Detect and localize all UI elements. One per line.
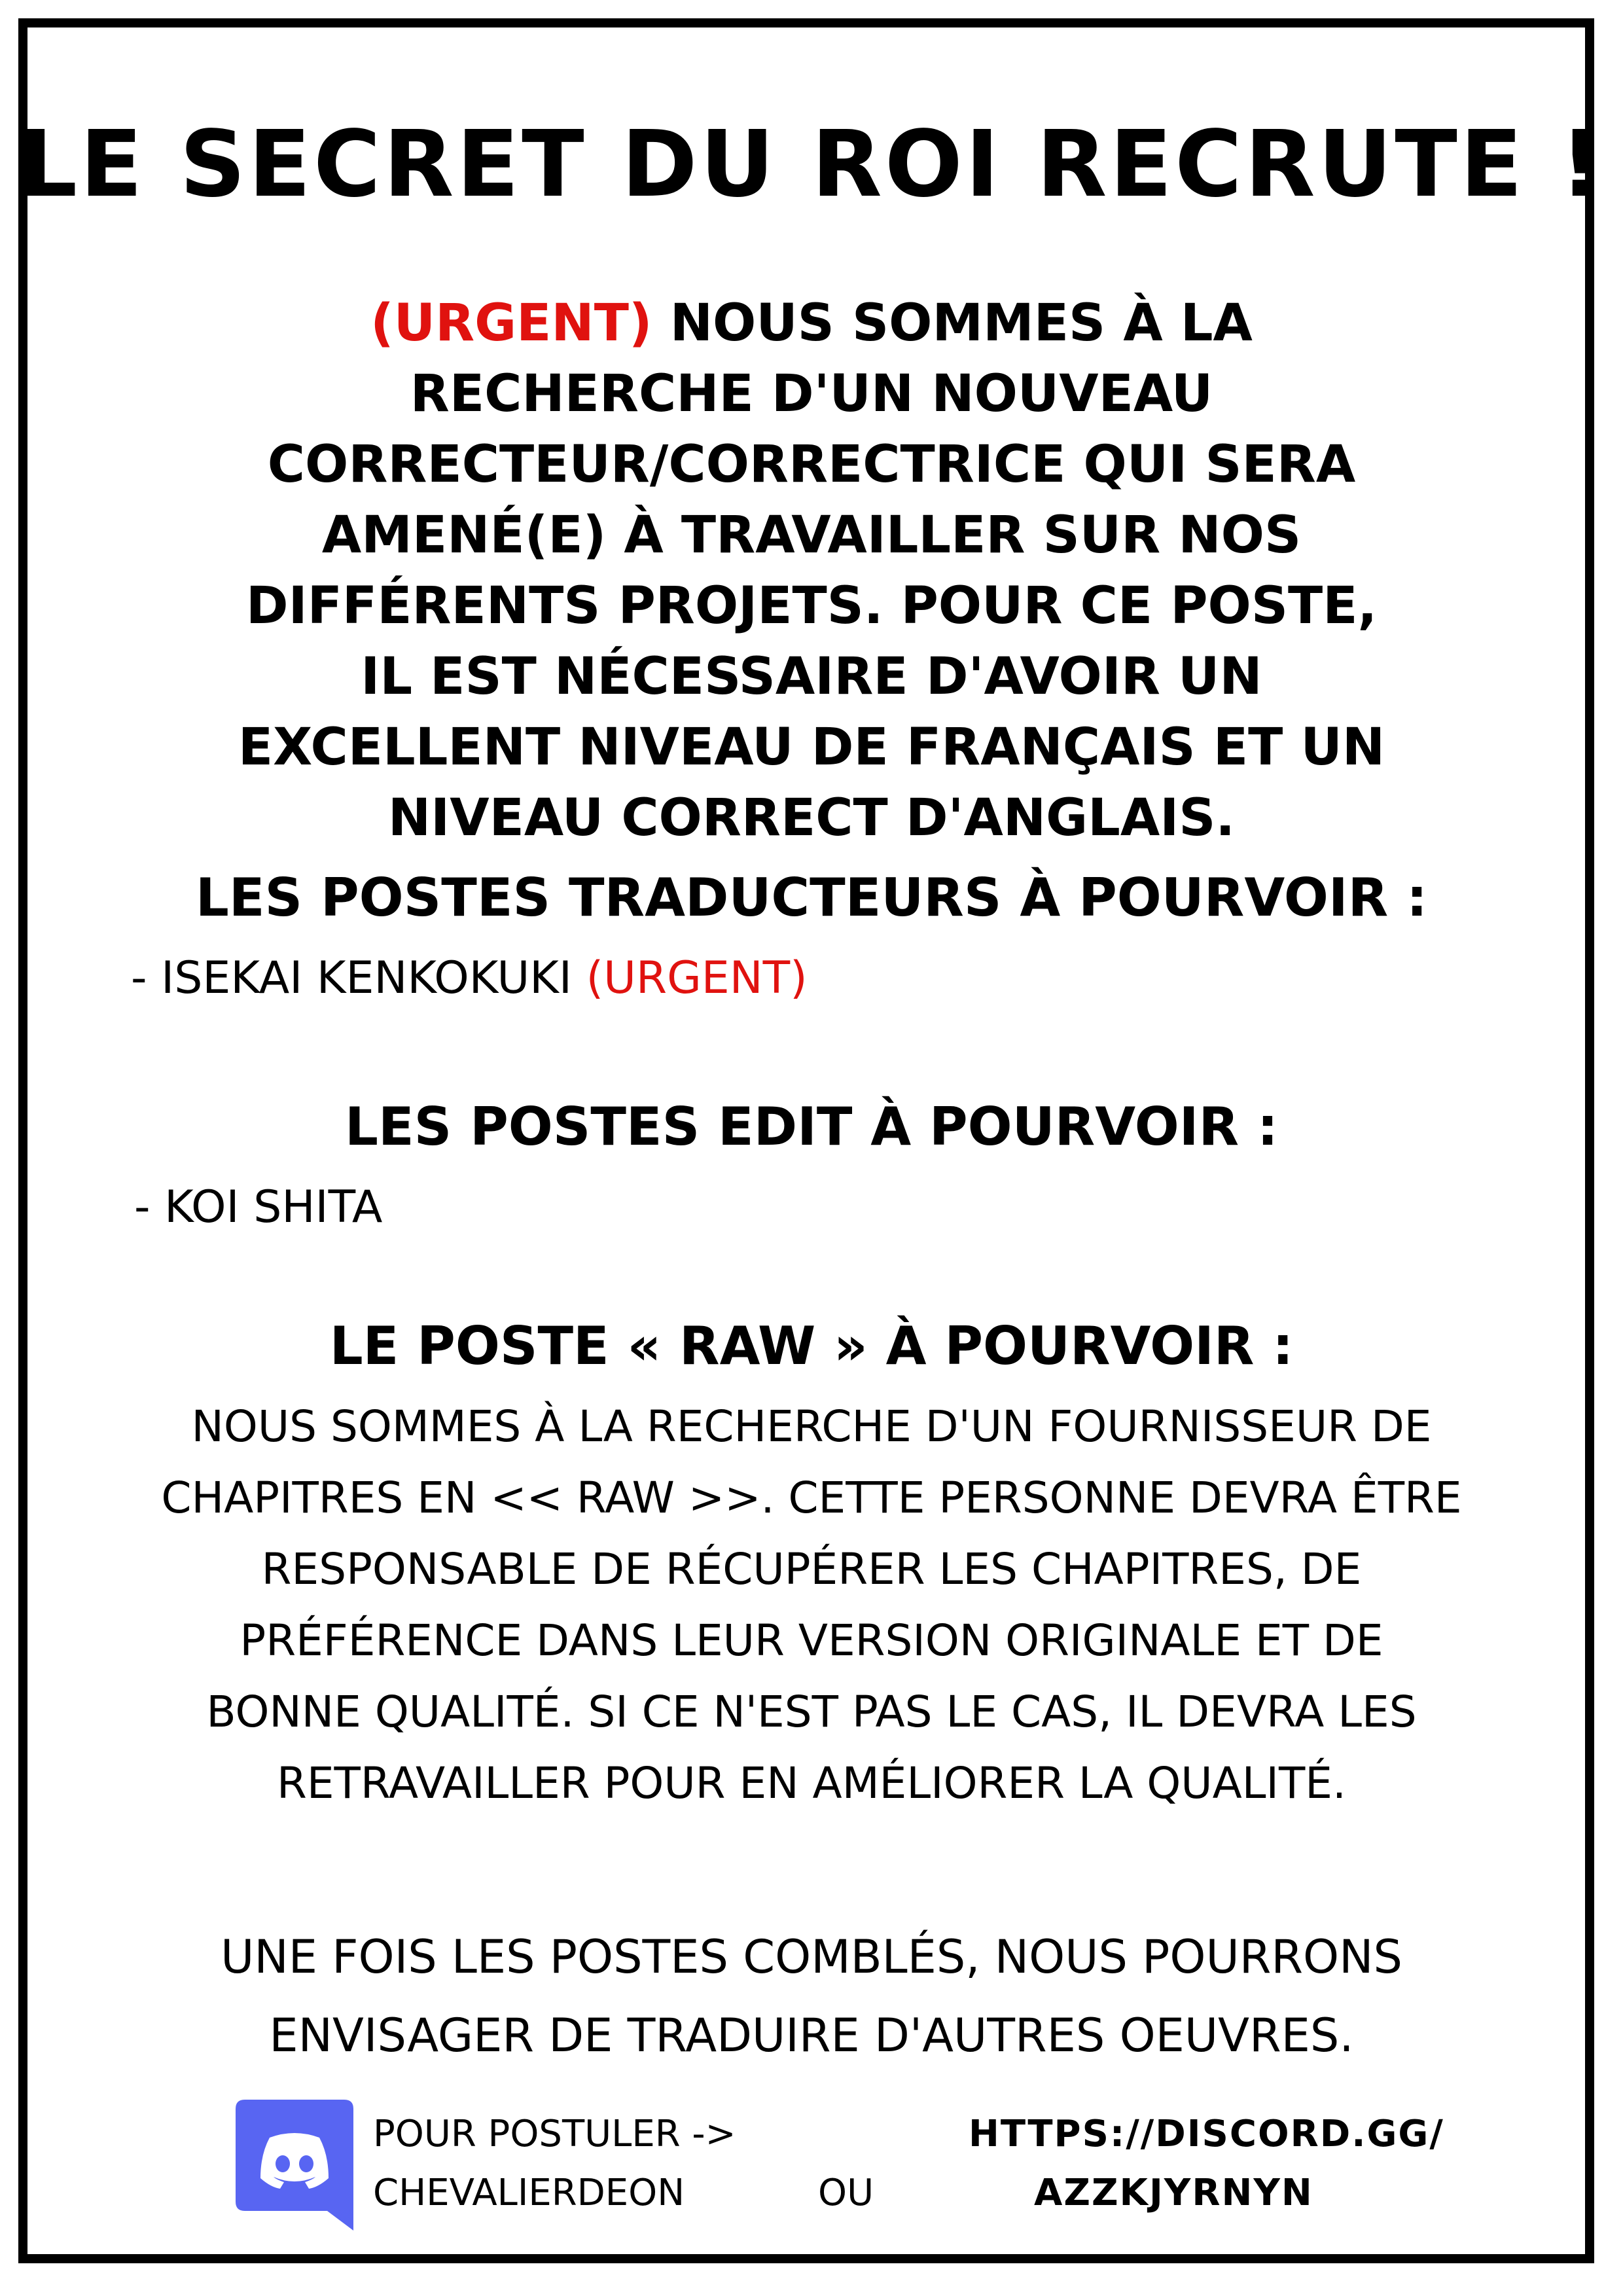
translator-item-label: - ISEKAI KENKOKUKI: [131, 952, 572, 1004]
discord-username: CHEVALIERDEON: [373, 2172, 685, 2214]
or-label: OU: [818, 2172, 874, 2214]
edit-heading: LES POSTES EDIT À POURVOIR :: [345, 1096, 1278, 1157]
urgent-flag: (URGENT): [370, 294, 652, 353]
discord-invite-link[interactable]: HTTPS://DISCORD.GG/: [969, 2113, 1444, 2155]
intro-paragraph: [223, 288, 1400, 853]
page-title: LE SECRET DU ROI RECRUTE !: [18, 111, 1605, 218]
translator-item: [131, 952, 808, 1004]
translators-heading: LES POSTES TRADUCTEURS À POURVOIR :: [195, 867, 1428, 928]
discord-invite-code[interactable]: AZZKJYRNYN: [1034, 2172, 1313, 2214]
closing-paragraph: UNE FOIS LES POSTES COMBLÉS, NOUS POURRONS ENVISAGER DE TRADUIRE D'AUTRES OEUVRES.: [221, 1930, 1402, 2062]
translator-item-urgent: (URGENT): [586, 952, 808, 1004]
discord-icon: [236, 2100, 353, 2231]
intro-text: NOUS SOMMES À LA RECHERCHE D'UN NOUVEAU CORRECTEUR/CORRECTRICE QUI SERA AMENÉ(E) À TRAVAILLER SUR NOS DIFFÉRENTS PROJETS. POUR CE POSTE, IL EST NÉCESSAIRE D'AVOIR UN EXCELLENT NIVEAU DE FRANÇAIS ET UN NIVEAU CORRECT D'ANGLAIS.: [238, 294, 1385, 848]
edit-item: - KOI SHITA: [134, 1181, 383, 1233]
raw-heading: LE POSTE « RAW » À POURVOIR :: [329, 1316, 1294, 1376]
apply-label: POUR POSTULER ->: [373, 2113, 736, 2155]
raw-description: NOUS SOMMES À LA RECHERCHE D'UN FOURNISSEUR DE CHAPITRES EN << RAW >>. CETTE PERSONNE DEVRA ÊTRE RESPONSABLE DE RÉCUPÉRER LES CHAPITRES, DE PRÉFÉRENCE DANS LEUR VERSION ORIGINALE ET DE BONNE QUALITÉ. SI CE N'EST PAS LE CAS, IL DEVRA LES RETRAVAILLER POUR EN AMÉLIORER LA QUALITÉ.: [161, 1401, 1462, 1808]
